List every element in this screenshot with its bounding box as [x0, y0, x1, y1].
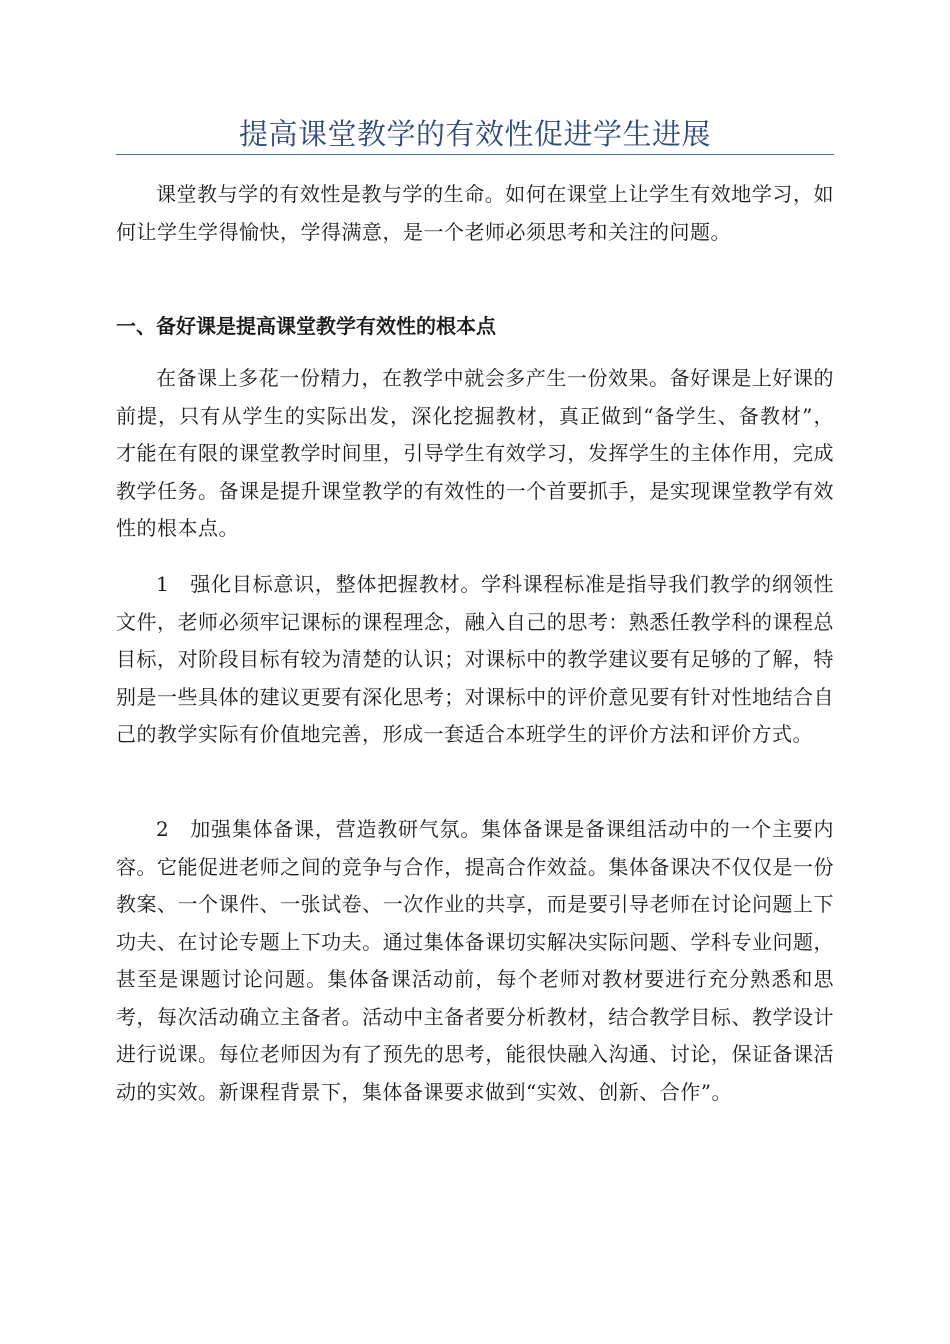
section1-paragraph-3: 2 加强集体备课，营造教研气氛。集体备课是备课组活动中的一个主要内容。它能促进老师之间的竞争与合作，提高合作效益。集体备课决不仅仅是一份教案、一个课件、一张试卷、一次作业的共享，而是要引导老师在讨论问题上下功夫、在讨论专题上下功夫。通过集体备课切实解决实际问题、学科专业问题，甚至是课题讨论问题。集体备课活动前，每个老师对教材要进行充分熟悉和思考，每次活动确立主备者。活动中主备者要分析教材，结合教学目标、教学设计进行说课。每位老师因为有了预先的思考，能很快融入沟通、讨论，保证备课活动的实效。新课程背景下，集体备课要求做到“实效、创新、合作”。	[116, 817, 834, 1104]
section1-paragraph-1: 在备课上多花一份精力，在教学中就会多产生一份效果。备好课是上好课的前提，只有从学生的实际出发，深化挖掘教材，真正做到“备学生、备教材”，才能在有限的课堂教学时间里，引导学生有效学习，发挥学生的主体作用，完成教学任务。备课是提升课堂教学的有效性的一个首要抓手，是实现课堂教学有效性的根本点。	[116, 366, 834, 540]
document-title: 提高课堂教学的有效性促进学生进展	[238, 117, 711, 151]
title-underline	[116, 154, 834, 155]
section-heading-1: 一、备好课是提高课堂教学有效性的根本点	[116, 314, 496, 338]
intro-paragraph: 课堂教与学的有效性是教与学的生命。如何在课堂上让学生有效地学习，如何让学生学得愉快，学得满意，是一个老师必须思考和关注的问题。	[116, 182, 834, 244]
section1-paragraph-2: 1 强化目标意识，整体把握教材。学科课程标准是指导我们教学的纲领性文件，老师必须牢记课标的课程理念，融入自己的思考：熟悉任教学科的课程总目标，对阶段目标有较为清楚的认识；对课标中的教学建议要有足够的了解，特别是一些具体的建议更要有深化思考；对课标中的评价意见要有针对性地结合自己的教学实际有价值地完善，形成一套适合本班学生的评价方法和评价方式。	[116, 572, 834, 746]
